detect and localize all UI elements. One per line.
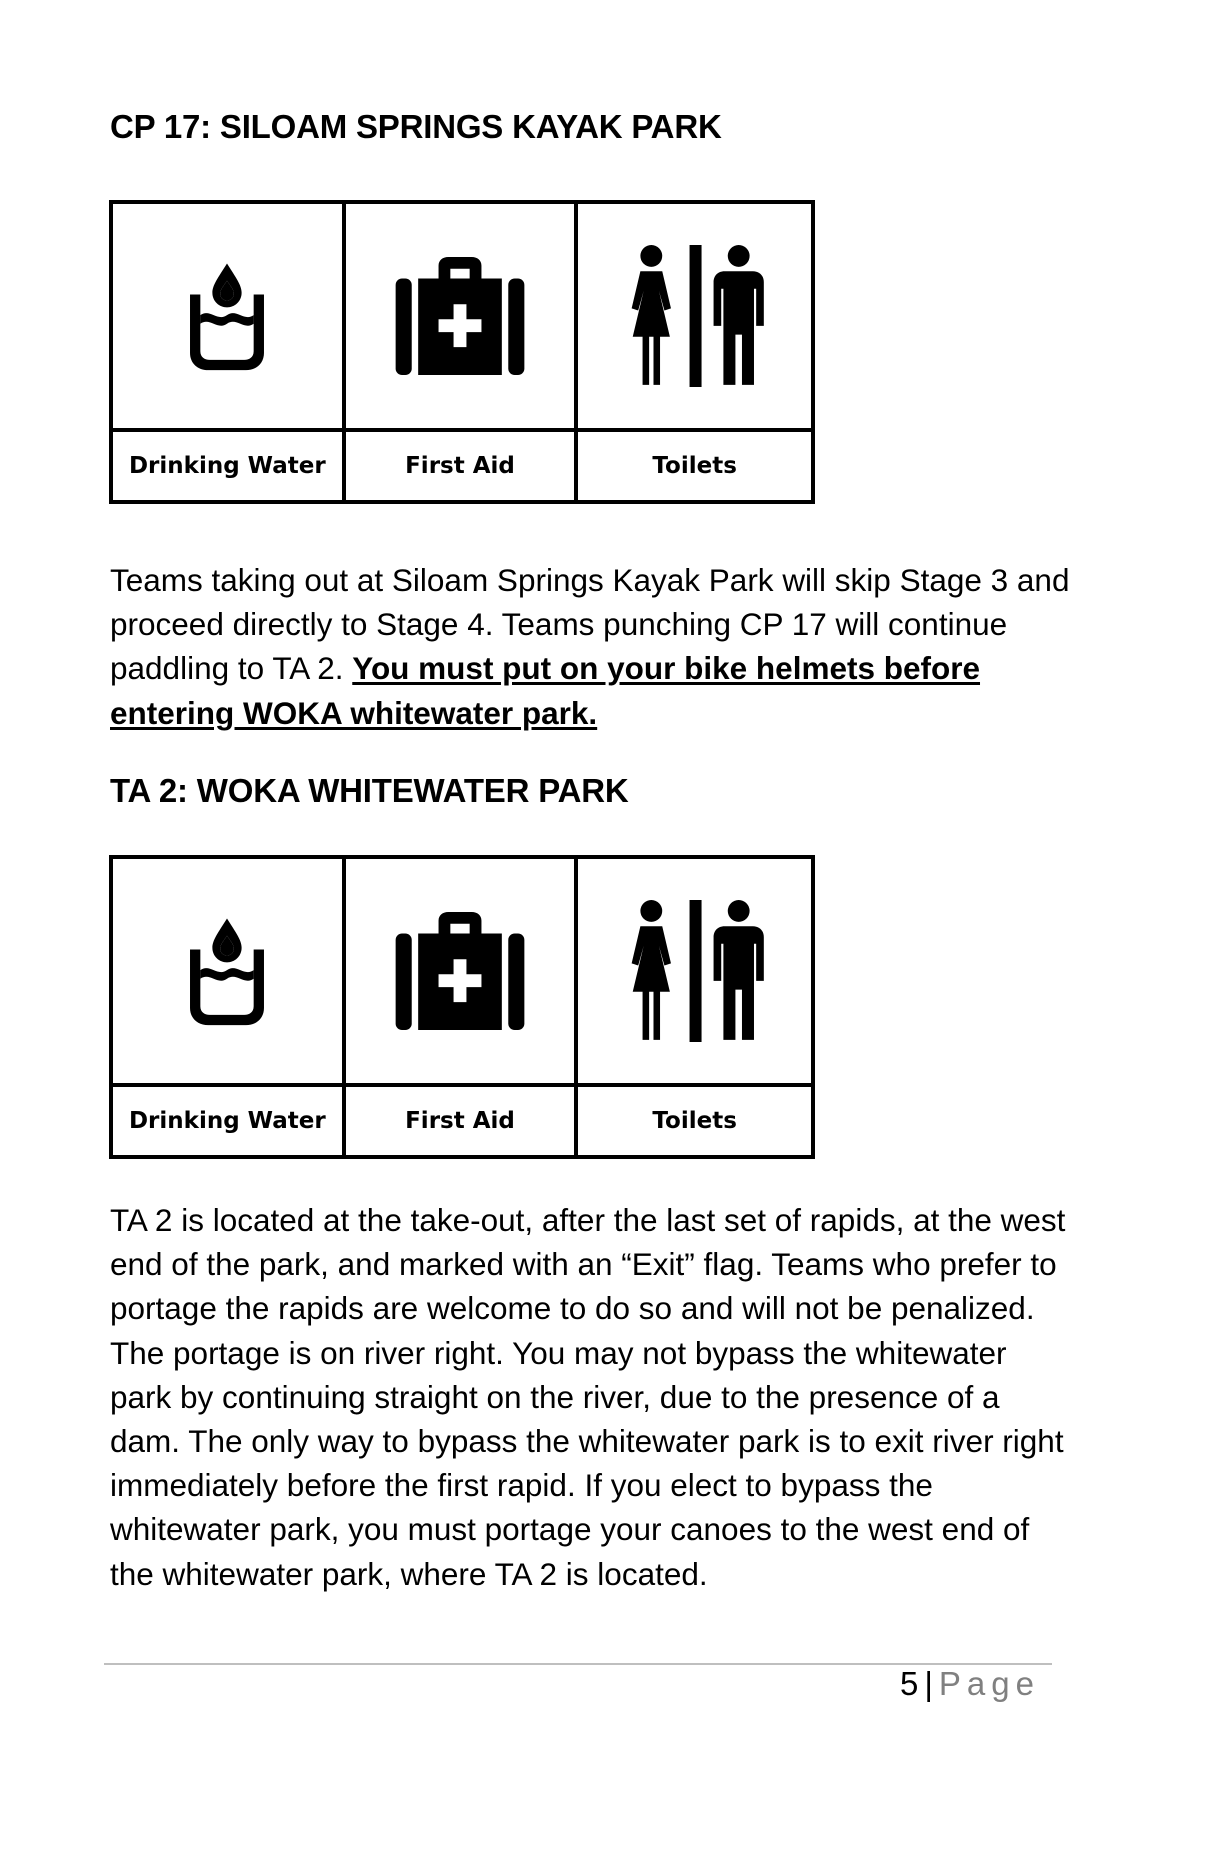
toilets-icon: [616, 245, 774, 387]
toilets-label: Toilets: [652, 1108, 737, 1134]
first-aid-label: First Aid: [346, 432, 579, 500]
drinking-water-icon: [184, 915, 270, 1027]
first-aid-icon: [392, 257, 528, 375]
drinking-water-label: Drinking Water: [113, 432, 346, 500]
first-aid-label: First Aid: [346, 1087, 579, 1155]
section-heading-ta2: TA 2: WOKA WHITEWATER PARK: [110, 772, 629, 809]
page-footer: [900, 1665, 1040, 1703]
drinking-water-label: Drinking Water: [113, 1087, 346, 1155]
cp17-paragraph: [110, 558, 1070, 735]
amenities-table-ta2: [109, 855, 815, 1159]
toilets-label: Toilets: [652, 453, 737, 479]
page-number: 5: [899, 1665, 919, 1702]
first-aid-cell: [346, 859, 579, 1087]
toilets-cell: [578, 859, 811, 1087]
footer-separator: |: [924, 1665, 933, 1702]
section-heading-cp17: CP 17: SILOAM SPRINGS KAYAK PARK: [110, 108, 722, 145]
helmet-warning: You must put on your bike helmets before entering WOKA whitewater park.: [110, 650, 981, 731]
drinking-water-cell: [113, 204, 346, 432]
toilets-icon: [616, 900, 774, 1042]
first-aid-cell: [346, 204, 579, 432]
page-label: Page: [938, 1665, 1040, 1702]
drinking-water-icon: [184, 260, 270, 372]
first-aid-icon: [392, 912, 528, 1030]
drinking-water-cell: [113, 859, 346, 1087]
toilets-cell: [578, 204, 811, 432]
ta2-paragraph: TA 2 is located at the take-out, after the last set of rapids, at the west end of the park, and marked with an “Exit” flag. Teams who prefer to portage the rapids are welcome to do so and will not be penalized. The portage is on river right. You may not bypass the whitewater park by continuing straight on the river, due to the presence of a dam. The only way to bypass the whitewater park is to exit river right immediately before the first rapid. If you elect to bypass the whitewater park, you must portage your canoes to the west end of the whitewater park, where TA 2 is located.: [110, 1202, 1066, 1592]
amenities-table-cp17: [109, 200, 815, 504]
cp17-text: Teams taking out at Siloam Springs Kayak Park will skip Stage 3 and proceed directly to Stage 4. Teams punching CP 17 will continue paddling to TA 2.: [110, 562, 1070, 687]
